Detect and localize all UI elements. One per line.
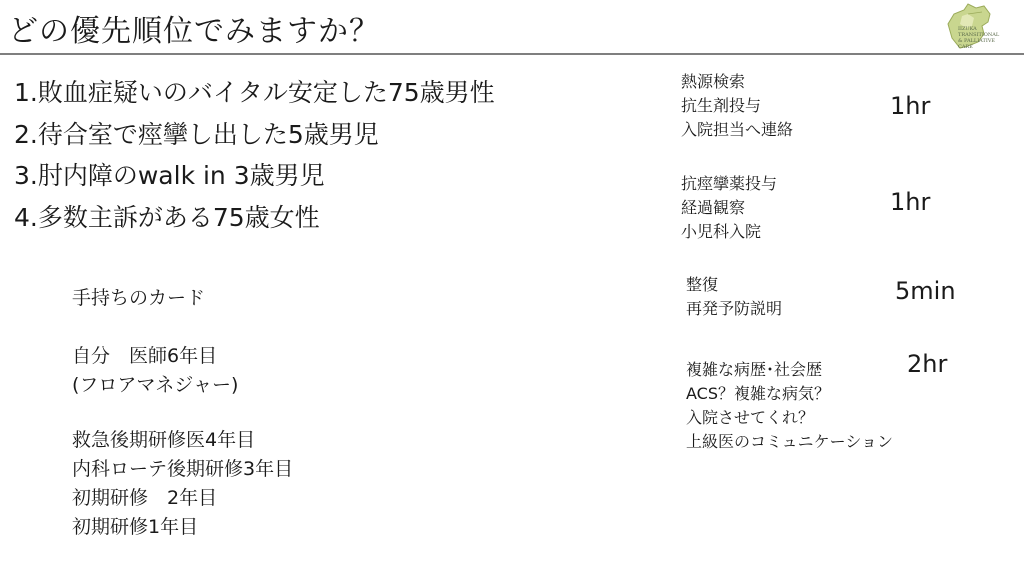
time-estimate-4: 2hr bbox=[907, 350, 948, 378]
action-line: 入院させてくれ？ bbox=[686, 408, 815, 427]
staff-member: 初期研修 2年目 bbox=[72, 487, 218, 509]
time-estimate-3: 5min bbox=[895, 277, 956, 305]
staff-self: 自分 医師6年目 bbox=[72, 345, 218, 367]
action-line: 複雑な病歴･社会歴 bbox=[686, 360, 823, 379]
action-line: ACS？複雑な病気？ bbox=[686, 384, 830, 403]
action-line: 整復 bbox=[686, 275, 719, 294]
action-line: 小児科入院 bbox=[681, 222, 762, 241]
logo-text bbox=[958, 26, 1024, 50]
case-item-4: 4.多数主訴がある75歳女性 bbox=[14, 202, 320, 232]
staff-self-role: (フロアマネジャー) bbox=[72, 374, 239, 396]
time-estimate-2: 1hr bbox=[890, 188, 931, 216]
logo-line: TRANSITIONAL bbox=[958, 32, 1000, 38]
action-line: 熱源検索 bbox=[681, 72, 746, 91]
slide-title: どの優先順位でみますか？ bbox=[8, 14, 380, 49]
action-block-2 bbox=[681, 172, 777, 244]
time-estimate-1: 1hr bbox=[890, 92, 931, 120]
action-line: 経過観察 bbox=[681, 198, 746, 217]
staff-member: 救急後期研修医4年目 bbox=[72, 429, 256, 451]
action-block-1 bbox=[681, 70, 793, 142]
action-line: 上級医のコミュニケーション bbox=[686, 432, 894, 451]
logo-line: CARE bbox=[958, 44, 973, 50]
staff-list bbox=[72, 342, 293, 542]
action-line: 再発予防説明 bbox=[686, 299, 783, 318]
logo-line: & PALLIATIVE bbox=[958, 38, 996, 44]
case-list bbox=[14, 72, 495, 238]
action-line: 抗生剤投与 bbox=[681, 96, 762, 115]
action-line: 入院担当へ連絡 bbox=[681, 120, 794, 139]
action-block-3 bbox=[686, 273, 782, 321]
case-item-1: 1.敗血症疑いのバイタル安定した75歳男性 bbox=[14, 78, 495, 107]
action-block-4 bbox=[686, 358, 893, 454]
staff-member: 初期研修1年目 bbox=[72, 516, 199, 538]
case-item-2: 2.待合室で痙攣し出した5歳男児 bbox=[14, 119, 379, 149]
action-line: 抗痙攣薬投与 bbox=[681, 174, 778, 193]
logo-line: IIZUKA bbox=[958, 26, 977, 32]
title-rule bbox=[0, 53, 1024, 55]
staff-gap bbox=[72, 400, 293, 426]
cards-heading: 手持ちのカード bbox=[72, 287, 206, 309]
staff-member: 内科ローテ後期研修3年目 bbox=[72, 458, 294, 480]
case-item-3: 3.肘内障のwalk in 3歳男児 bbox=[14, 161, 325, 190]
